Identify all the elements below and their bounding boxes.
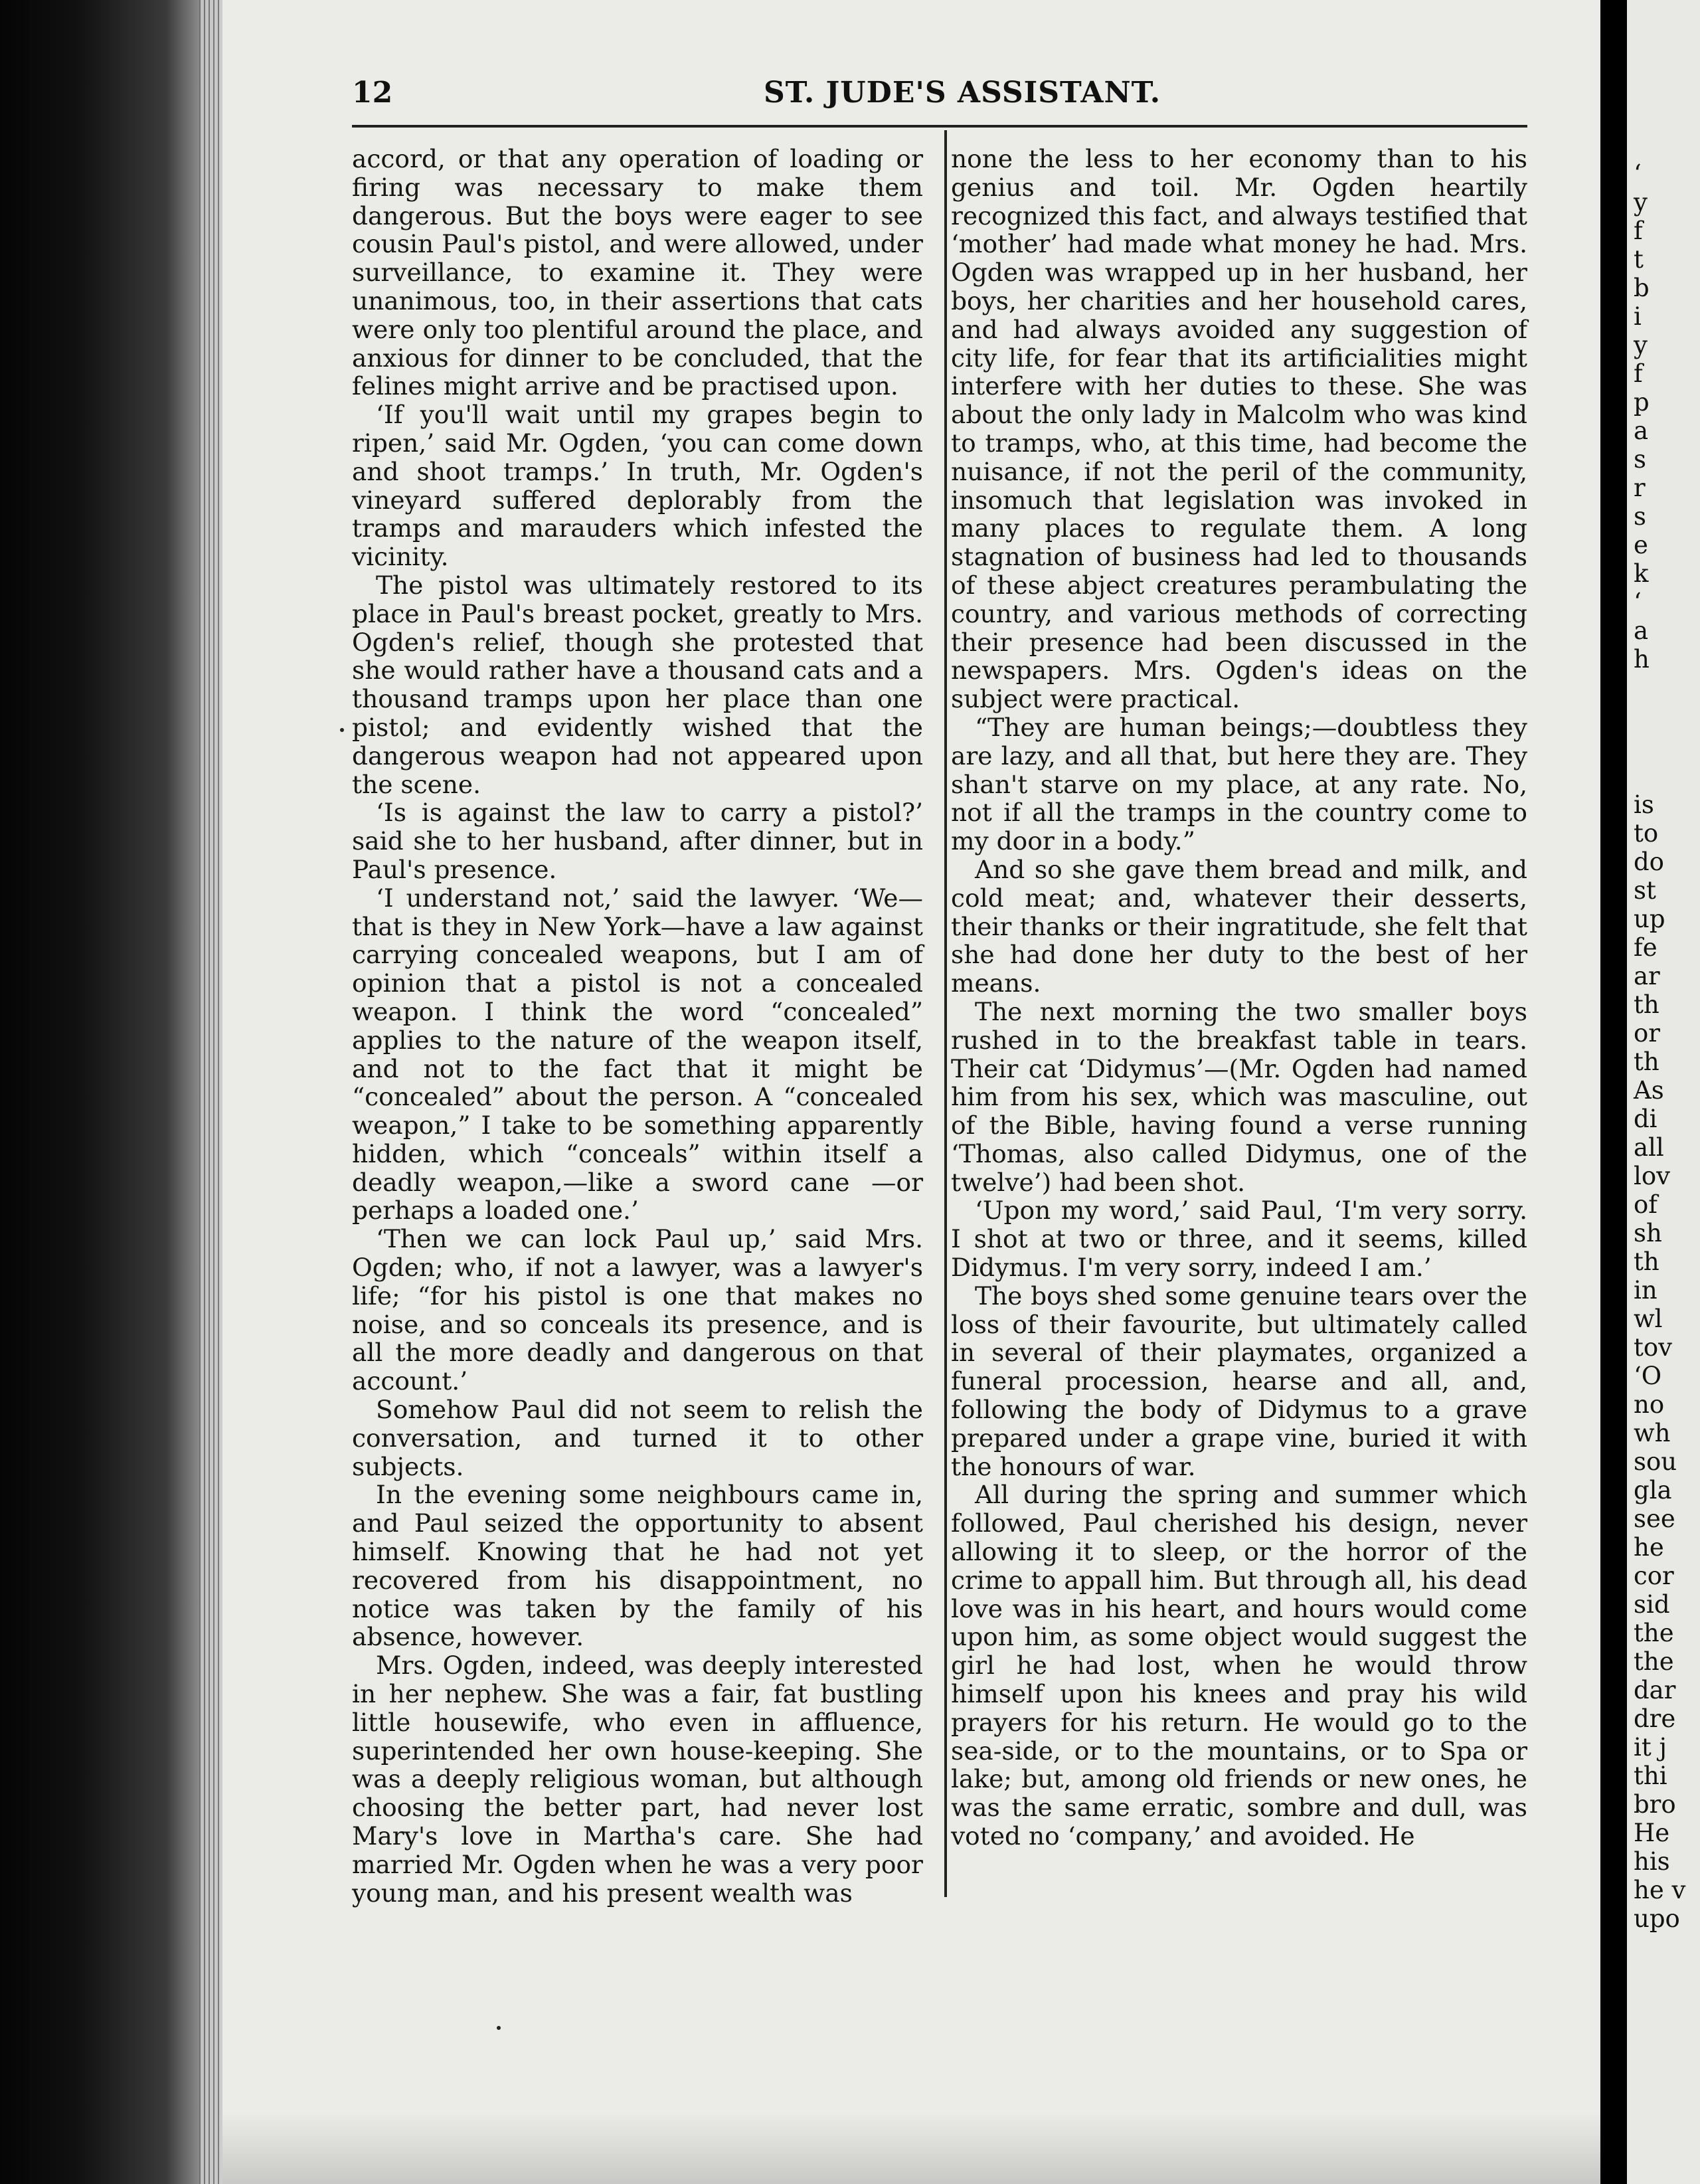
page-number: 12 <box>352 76 393 110</box>
facing-page-text-fragment: gla <box>1634 1476 1672 1504</box>
paragraph: none the less to her economy than to his genius and toil. Mr. Ogden heartily recognized this fact, and always testified that ‘mother’ had made what money he had. Mrs. Ogden was wrapped up in her husband, her boys, her charities and her household cares, and had always avoided any suggestion of city life, for fear that its artificialities might interfere with her duties to these. She was about the only lady in Malcolm who was kind to tramps, who, at this time, had become the nuisance, if not the peril of the community, insomuch that legislation was invoked in many places to regulate them. A long stagnation of business had led to thousands of these abject creatures perambulating the country, and various methods of correcting their presence had been discussed in the newspapers. Mrs. Ogden's ideas on the subject were practical. <box>951 144 1527 714</box>
facing-page-text-fragment: ‘ <box>1634 588 1642 616</box>
facing-page-text-fragment: ‘ <box>1634 159 1642 188</box>
facing-page-text-fragment: upo <box>1634 1904 1680 1933</box>
facing-page-text-fragment: st <box>1634 876 1656 905</box>
facing-page-text-fragment: k <box>1634 559 1649 588</box>
paragraph: ‘I understand not,’ said the lawyer. ‘We—that is they in New York—have a law against carrying concealed weapons, but I am of opinion that a pistol is not a concealed weapon. I think the word “concealed” applies to the nature of the weapon itself, and not to the fact that it might be “concealed” about the person. A “concealed weapon,” I take to be something apparently hidden, which “conceals” within itself a deadly weapon,—like a sword cane —or perhaps a loaded one.’ <box>352 883 923 1226</box>
facing-page-text-fragment: in <box>1634 1276 1658 1305</box>
page-header <box>345 72 1527 112</box>
right-column <box>951 145 1527 1851</box>
header-rule <box>352 125 1527 128</box>
facing-page-text-fragment: a <box>1634 416 1649 445</box>
facing-page-text-fragment: or <box>1634 1019 1660 1047</box>
facing-page-text-fragment: no <box>1634 1390 1665 1419</box>
facing-page-text-fragment: s <box>1634 502 1646 531</box>
facing-page-text-fragment: y <box>1634 331 1648 359</box>
facing-page-text-fragment: sh <box>1634 1219 1662 1247</box>
facing-page-text-fragment: f <box>1634 217 1643 245</box>
facing-page-text-fragment: dre <box>1634 1704 1676 1733</box>
paragraph: The pistol was ultimately restored to its place in Paul's breast pocket, greatly to Mrs. Ogden's relief, though she protested that she would rather have a thousand cats and a thousand tramps upon her place than one pistol; and evidently wished that the dangerous weapon had not appeared upon the scene. <box>352 570 923 799</box>
facing-page-text-fragment: up <box>1634 905 1665 933</box>
paragraph: All during the spring and summer which followed, Paul cherished his design, never allowing it to sleep, or the horror of the crime to appall him. But through all, his dead love was in his heart, and hours would come upon him, as some object would suggest the girl he had lost, when he would throw himself upon his knees and pray his wild prayers for his return. He would go to the sea-side, or to the mountains, or to Spa or lake; but, among old friends or new ones, he was the same erratic, sombre and dull, was voted no ‘company,’ and avoided. He <box>951 1480 1527 1851</box>
facing-page-text-fragment: f <box>1634 359 1643 388</box>
facing-page-text-fragment: he v <box>1634 1876 1686 1904</box>
print-speck <box>497 2026 501 2030</box>
facing-page-text-fragment: th <box>1634 1047 1659 1076</box>
paragraph: “They are human beings;—doubtless they are lazy, and all that, but here they are. They shan't starve on my place, at any rate. No, not if all the tramps in the country come to my door in a body.” <box>951 712 1527 856</box>
facing-page-text-fragment: p <box>1634 388 1650 416</box>
book-gutter <box>1600 0 1627 2184</box>
facing-page-text-fragment: do <box>1634 848 1664 876</box>
paragraph: The next morning the two smaller boys rushed in to the breakfast table in tears. Their cat ‘Didymus’—(Mr. Ogden had named him from his sex, which was masculine, out of the Bible, having found a verse running ‘Thomas, also called Didymus, one of the twelve’) had been shot. <box>951 996 1527 1197</box>
facing-page-text-fragment: bro <box>1634 1790 1676 1819</box>
facing-page-text-fragment: tov <box>1634 1333 1673 1362</box>
facing-page-text-fragment: see <box>1634 1504 1675 1533</box>
facing-page-text-fragment: he <box>1634 1533 1664 1562</box>
facing-page-text-fragment: wl <box>1634 1305 1663 1333</box>
facing-page-text-fragment: wh <box>1634 1419 1671 1447</box>
page-stack-edges <box>199 0 226 2184</box>
facing-page-edge <box>1627 0 1700 2184</box>
facing-page-text-fragment: lov <box>1634 1162 1671 1190</box>
facing-page-text-fragment: fe <box>1634 933 1658 962</box>
book-binding-edge <box>0 0 226 2184</box>
facing-page-text-fragment: b <box>1634 274 1650 302</box>
facing-page-text-fragment: t <box>1634 245 1644 274</box>
facing-page-text-fragment: cor <box>1634 1562 1674 1590</box>
paragraph: ‘Is is against the law to carry a pistol?’ said she to her husband, after dinner, but in Paul's presence. <box>352 798 923 884</box>
facing-page-text-fragment: s <box>1634 445 1646 474</box>
facing-page-text-fragment: to <box>1634 819 1659 848</box>
facing-page-text-fragment: the <box>1634 1619 1674 1647</box>
facing-page-text-fragment: sou <box>1634 1447 1677 1476</box>
paragraph: And so she gave them bread and milk, and cold meat; and, whatever their desserts, their thanks or their ingratitude, she felt that she had done her duty to the best of her means. <box>951 854 1527 998</box>
facing-page-text-fragment: thi <box>1634 1762 1667 1790</box>
facing-page-text-fragment: di <box>1634 1105 1658 1133</box>
paragraph: In the evening some neighbours came in, and Paul seized the opportunity to absent himself. Knowing that he had not yet recovered from his disappointment, no notice was taken by the family of his absence, however. <box>352 1480 923 1652</box>
facing-page-text-fragment: e <box>1634 531 1648 559</box>
facing-page-text-fragment: is <box>1634 790 1654 819</box>
facing-page-text-fragment: a <box>1634 616 1649 645</box>
facing-page-text-fragment: his <box>1634 1847 1670 1876</box>
paragraph: ‘Upon my word,’ said Paul, ‘I'm very sorry. I shot at two or three, and it seems, killed Didymus. I'm very sorry, indeed I am.’ <box>951 1196 1527 1283</box>
facing-page-text-fragment: th <box>1634 1247 1659 1276</box>
facing-page-text-fragment: As <box>1634 1076 1664 1105</box>
paragraph: Mrs. Ogden, indeed, was deeply interested in her nephew. She was a fair, fat bustling little housewife, who even in affluence, superintended her own house-keeping. She was a deeply religious woman, but although choosing the better part, had never lost Mary's love in Martha's care. She had married Mr. Ogden when he was a very poor young man, and his present wealth was <box>352 1651 923 1908</box>
facing-page-text-fragment: dar <box>1634 1676 1676 1704</box>
facing-page-text-fragment: of <box>1634 1190 1658 1219</box>
paragraph: ‘Then we can lock Paul up,’ said Mrs. Ogden; who, if not a lawyer, was a lawyer's life; “for his pistol is one that makes no noise, and so conceals its presence, and is all the more deadly and dangerous on that account.’ <box>352 1224 923 1396</box>
column-divider <box>944 130 947 1897</box>
facing-page-text-fragment: i <box>1634 302 1642 331</box>
facing-page-text-fragment: it j <box>1634 1733 1667 1762</box>
left-column <box>352 145 923 1907</box>
facing-page-text-fragment: h <box>1634 645 1650 674</box>
facing-page-text-fragment: r <box>1634 474 1646 502</box>
facing-page-text-fragment: ‘O <box>1634 1362 1662 1390</box>
page-bottom-shadow <box>222 2112 1614 2184</box>
paragraph: accord, or that any operation of loading or firing was necessary to make them dangerous. But the boys were eager to see cousin Paul's pistol, and were allowed, under surveillance, to examine it. They were unanimous, too, in their assertions that cats were only too plentiful around the place, and anxious for dinner to be concluded, that the felines might arrive and be practised upon. <box>352 144 923 401</box>
facing-page-text-fragment: all <box>1634 1133 1664 1162</box>
facing-page-text-fragment: ar <box>1634 962 1660 990</box>
facing-page-text-fragment: the <box>1634 1647 1674 1676</box>
paragraph: Somehow Paul did not seem to relish the conversation, and turned it to other subjects. <box>352 1395 923 1481</box>
facing-page-text-fragment: sid <box>1634 1590 1670 1619</box>
running-title: ST. JUDE'S ASSISTANT. <box>764 76 1161 110</box>
paragraph: The boys shed some genuine tears over the loss of their favourite, but ultimately called in several of their playmates, organized a funeral procession, hearse and all, and, following the body of Didymus to a grave prepared under a grape vine, buried it with the honours of war. <box>951 1281 1527 1481</box>
paragraph: ‘If you'll wait until my grapes begin to ripen,’ said Mr. Ogden, ‘you can come down and shoot tramps.’ In truth, Mr. Ogden's vineyard suffered deplorably from the tramps and marauders which infested the vicinity. <box>352 400 923 572</box>
print-speck <box>340 728 344 732</box>
facing-page-text-fragment: th <box>1634 990 1659 1019</box>
facing-page-text-fragment: He <box>1634 1819 1670 1847</box>
facing-page-text-fragment: y <box>1634 188 1648 217</box>
